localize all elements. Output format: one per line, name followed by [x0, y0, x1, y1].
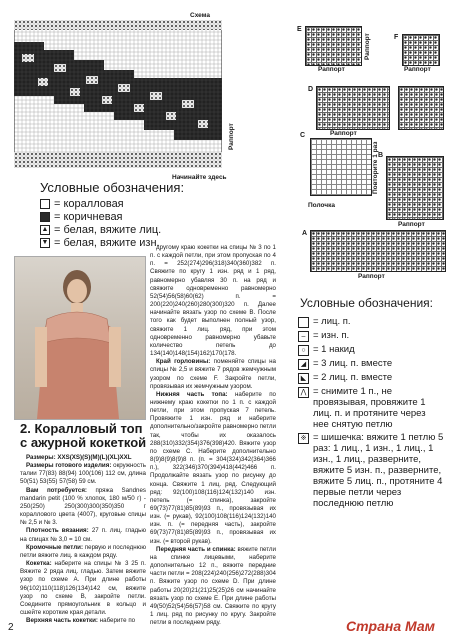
col1-para-4-head: Кокетка: — [26, 560, 52, 568]
lace-chart-f — [402, 34, 440, 66]
right-legend-title: Условные обозначения: — [300, 296, 433, 310]
repeat-label-wrap — [372, 140, 380, 196]
col1-para-1 — [20, 487, 146, 528]
col1-para-3 — [20, 544, 146, 560]
col1-para-3-text: первую и последнюю петли вяжите лиц. в каждом ряду. — [20, 543, 146, 559]
white-knit-swatch: ▲ — [41, 225, 49, 233]
coral-swatch — [40, 199, 50, 209]
sizes-line: Размеры: XXS(XS)(S)(M)(L)(XL)XXL — [26, 454, 132, 461]
legend-row-white-knit — [40, 223, 200, 236]
col2-para-2-head: Нижняя часть топа: — [156, 390, 228, 398]
col1-para-0-head: Размеры готового изделия: — [26, 462, 112, 470]
lace-chart-c — [310, 138, 372, 196]
colorwork-scheme — [14, 20, 222, 168]
legend-white-knit-text: = белая, вяжите лиц. — [54, 223, 162, 236]
lace-chart-e — [305, 26, 362, 66]
col1-para-5-head: Верхняя часть кокетки: — [26, 617, 98, 625]
chart-b-letter: B — [378, 152, 384, 159]
chart-e-rapport-bottom: Раппорт — [318, 66, 345, 73]
rleg-row-4 — [298, 372, 444, 384]
col2-para-1-head: Край горловины: — [156, 358, 211, 366]
body-column-1 — [20, 454, 146, 625]
model-silhouette — [15, 257, 145, 419]
left-legend-title: Условные обозначения: — [40, 180, 185, 195]
col1-para-2 — [20, 527, 146, 543]
yarn-over-icon: ○ — [298, 345, 309, 356]
lace-chart-b — [386, 156, 444, 220]
rapport-label-main-text: Раппорт — [228, 123, 235, 150]
page-number: 2 — [8, 622, 14, 633]
watermark: Страна Мам — [346, 618, 436, 634]
colorwork-scheme-svg — [14, 20, 222, 168]
col1-para-4-text: наберите на спицы № 3 25 п. Вяжите 2 ряда лиц. гладью. Затем вяжите узор по схеме A. При длине работы 96(102)110(118)126(134)142 см, вяжите узор по схеме B, закройте петли. Соедините прямоугольник в кольцо и сшейте короткие края детали. — [20, 560, 146, 616]
right-legend-list — [298, 316, 444, 511]
col1-para-5-text: наберите по — [98, 617, 136, 625]
scheme-label: Схема — [190, 12, 211, 19]
legend-row-coral — [40, 197, 200, 210]
col2-para-2 — [150, 391, 276, 546]
skpo-icon: ⋀ — [298, 387, 309, 398]
chart-c-letter: C — [300, 132, 306, 139]
legend-row-brown — [40, 210, 200, 223]
col1-para-2-head: Плотность вязания: — [26, 527, 89, 535]
col2-para-3-head: Передняя часть и спинка: — [156, 545, 236, 553]
rleg-text-0: = лиц. п. — [313, 316, 351, 327]
col2-para-3-text: вяжите петли на спинке лицевыми, наберите дополнительно 12 п., вяжите передние части петли = 208(224)240(256)272(288)304 п. Вяжите узор по схеме D. При длине работы 20(20)21(21)25(25)26 см начинайте вязать узор по схеме E. При длине работы 49(50)52(54)56(57)58 см. Свяжите по кругу 1 лиц. ряд по рисунку по кругу. Закройте петли в последнем ряду. — [150, 545, 276, 627]
chart-a-rapport-bottom: Раппорт — [358, 273, 385, 280]
col2-para-0 — [150, 244, 276, 358]
col1-para-0-text: окружность талии 77(83) 88(94) 100(106) 112 см, длина 50(51) 53(55) 57(58) 59 см. — [20, 462, 146, 486]
chart-b-rapport-bottom: Раппорт — [398, 221, 425, 228]
legend-white-purl-text: = белая, вяжите изн. — [54, 236, 160, 249]
bobble-icon: ※ — [298, 433, 309, 444]
lace-chart-d-right — [398, 86, 444, 130]
white-purl-swatch: ▼ — [41, 238, 49, 246]
chart-e-rapport — [364, 26, 372, 64]
chart-e-letter: E — [297, 26, 302, 33]
chart-e-rapport-text: Раппорт — [364, 33, 371, 60]
knit-stitch-icon — [298, 317, 309, 328]
rleg-text-6: = шишечка: вяжите 1 петлю 5 раз: 1 лиц., 1 изн., 1 лиц., 1 изн., 1 лиц., разверните, вяжите 5 изн. п., разверните, вяжите 5 лиц. п., протяните 4 первые петли через последнюю петлю — [313, 432, 444, 509]
k2tog-icon: ◣ — [298, 373, 309, 384]
col2-para-0-text: другому краю кокетки на спицы № 3 по 1 п. с каждой петли, при этом пропуская по 4 п. = 252(274)296(318)340(360)382 п. Свяжите по кругу 1 изн. ряд и 1 ряд, равномерно убавляя 30 п. на ряд и свяжите одновременно равномерно 52(54)56(58)60(62) п. = 200(220)240(260)280(300)320 п. Далее начинайте вязать узор по схеме B. После того как будет выполнен полный узор, свяжите 1 лиц. ряд, при этом одновременно равномерно убавьте количество петель до 134(140)148(154)162)170(178. — [150, 244, 276, 358]
article-title — [20, 422, 146, 450]
brown-swatch — [40, 212, 50, 222]
lace-chart-a — [310, 230, 446, 272]
rleg-text-1: = изн. п. — [313, 330, 350, 341]
col2-para-2-text: наберите по нижнему краю кокетки по 1 п. с каждой петли, при этом пропуская 7 петель. Провяжите 1 изн. ряд и наберите дополнительно/закройте равномерно петли так, чтобы их оказалось 288(310)332(354)376(398)420. Вяжите узор по схеме C. Наберите дополнительно 8(9)8(9)8(9)8 п. (п. = 304(324)342(364)366 п.), 322(346)370(394)418(442)466 п. Продолжайте вязать узор по рисунку до конца. Свяжите 1 лиц. ряд. Следующий ряд: 92(100)108(116)124(132)140 изн. петель (= спинка), закройте 69(73)77(81)85(89)93 п., провязывая их изн. (= рукав), 92(100)108(116)124(132)140 изн. п. (= передняя часть), закройте 69(73)77(81)85(89)93 п., провязывая их изн. (= второй рукав). — [150, 390, 276, 545]
rleg-text-5: = снимите 1 п., не провязывая, провяжите 1 лиц. п. и протяните через нее снятую петлю — [313, 386, 426, 430]
rleg-row-0 — [298, 316, 444, 328]
col2-para-1 — [150, 358, 276, 391]
article-title-line1: 2. Коралловый топ — [20, 421, 143, 436]
col2-para-1-text: поменяйте спицы на спицы № 2,5 и вяжите 7 рядов жемчужным узором по схеме F. Закройте петли, провязывая их жемчужным узором. — [150, 358, 276, 390]
repeat-label-text: Повторите 1 раз — [372, 141, 379, 194]
rleg-row-2 — [298, 344, 444, 356]
col1-para-1-head: Вам потребуется: — [26, 486, 87, 494]
col1-para-1-text: пряжа Sandnes mandarin petit (100 % хлопок, 180 м/50 г) - 250(250) 250(300)300(350)350 г кораллового цвета (4007), круговые спицы № 2,5 и № 3. — [20, 486, 146, 527]
rleg-row-6 — [298, 432, 444, 509]
col1-para-4 — [20, 560, 146, 617]
legend-brown-text: = коричневая — [54, 210, 123, 223]
legend-coral-text: = коралловая — [54, 197, 124, 210]
body-column-2 — [150, 244, 276, 627]
rapport-label-main — [228, 110, 236, 170]
col1-para-5 — [20, 617, 146, 625]
rleg-row-5 — [298, 386, 444, 430]
rleg-row-1 — [298, 330, 444, 342]
lace-chart-d — [316, 86, 390, 130]
col2-para-3 — [150, 546, 276, 628]
model-photo — [14, 256, 146, 420]
chart-f-rapport-bottom: Раппорт — [404, 66, 431, 73]
chart-d-letter: D — [308, 86, 314, 93]
article-title-line2: с ажурной кокеткой — [20, 435, 147, 450]
chart-f-letter: F — [394, 34, 399, 41]
col1-para-2-text: 27 п. лиц. гладью на спицах № 3,0 = 10 см. — [20, 527, 146, 543]
chart-a-letter: A — [302, 230, 308, 237]
rleg-text-4: = 2 лиц. п. вместе — [313, 372, 393, 383]
rleg-row-3 — [298, 358, 444, 370]
start-here-label: Начинайте здесь — [172, 174, 227, 181]
chart-d-rapport-bottom: Раппорт — [330, 130, 357, 137]
fullness-label: Полочка — [308, 202, 335, 209]
purl-stitch-icon: – — [298, 331, 309, 342]
rleg-text-2: = 1 накид — [313, 344, 355, 355]
left-legend-list — [40, 197, 200, 249]
col1-para-3-head: Кромочные петли: — [26, 543, 84, 551]
rleg-text-3: = 3 лиц. п. вместе — [313, 358, 393, 369]
k3tog-icon: ◢ — [298, 359, 309, 370]
col1-para-0 — [20, 462, 146, 486]
